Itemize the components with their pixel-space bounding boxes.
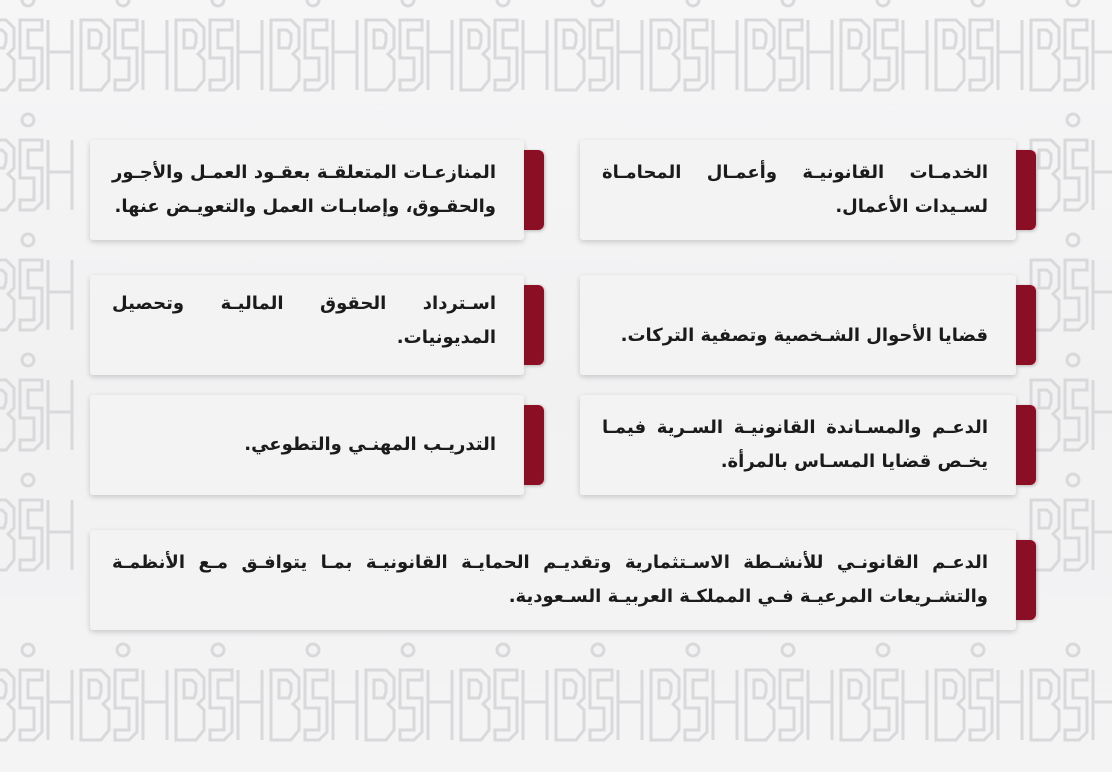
card-accent-tab <box>1016 150 1036 230</box>
card-accent-tab <box>524 150 544 230</box>
service-card-text: اسـترداد الحقوق الماليـة وتحصيل المديونيات. <box>112 293 496 348</box>
service-card-text: التدريـب المهنـي والتطوعي. <box>244 434 496 455</box>
service-card-text: قضايا الأحوال الشـخصية وتصفية التركات. <box>620 325 988 346</box>
service-card-text: الدعـم القانونـي للأنشـطة الاسـتثمارية وتقديـم الحمايـة القانونيـة بمـا يتوافـق مـع الأنظمـة والتشـريعات المرعيـة فـي المملكـة العربيـة السـعودية. <box>112 552 988 607</box>
service-card-investment-support <box>90 530 1016 630</box>
service-card-text: الدعـم والمسـاندة القانونيـة السـرية فيمـا يخـص قضايا المسـاس بالمرأة. <box>602 417 988 472</box>
service-card-women-business-legal <box>580 140 1016 240</box>
service-card-confidential-support <box>580 395 1016 495</box>
card-accent-tab <box>1016 285 1036 365</box>
card-accent-tab <box>524 285 544 365</box>
service-card-labor-disputes <box>90 140 524 240</box>
service-card-debt-collection <box>90 275 524 375</box>
card-accent-tab <box>1016 540 1036 620</box>
service-card-text: المنازعـات المتعلقـة بعقـود العمـل والأجـور والحقـوق، وإصابـات العمل والتعويـض عنها. <box>112 162 496 217</box>
card-accent-tab <box>524 405 544 485</box>
service-card-text: الخدمـات القانونيـة وأعمـال المحامـاة لسـيدات الأعمال. <box>602 162 988 217</box>
service-card-training <box>90 395 524 495</box>
service-card-personal-status <box>580 275 1016 375</box>
card-accent-tab <box>1016 405 1036 485</box>
